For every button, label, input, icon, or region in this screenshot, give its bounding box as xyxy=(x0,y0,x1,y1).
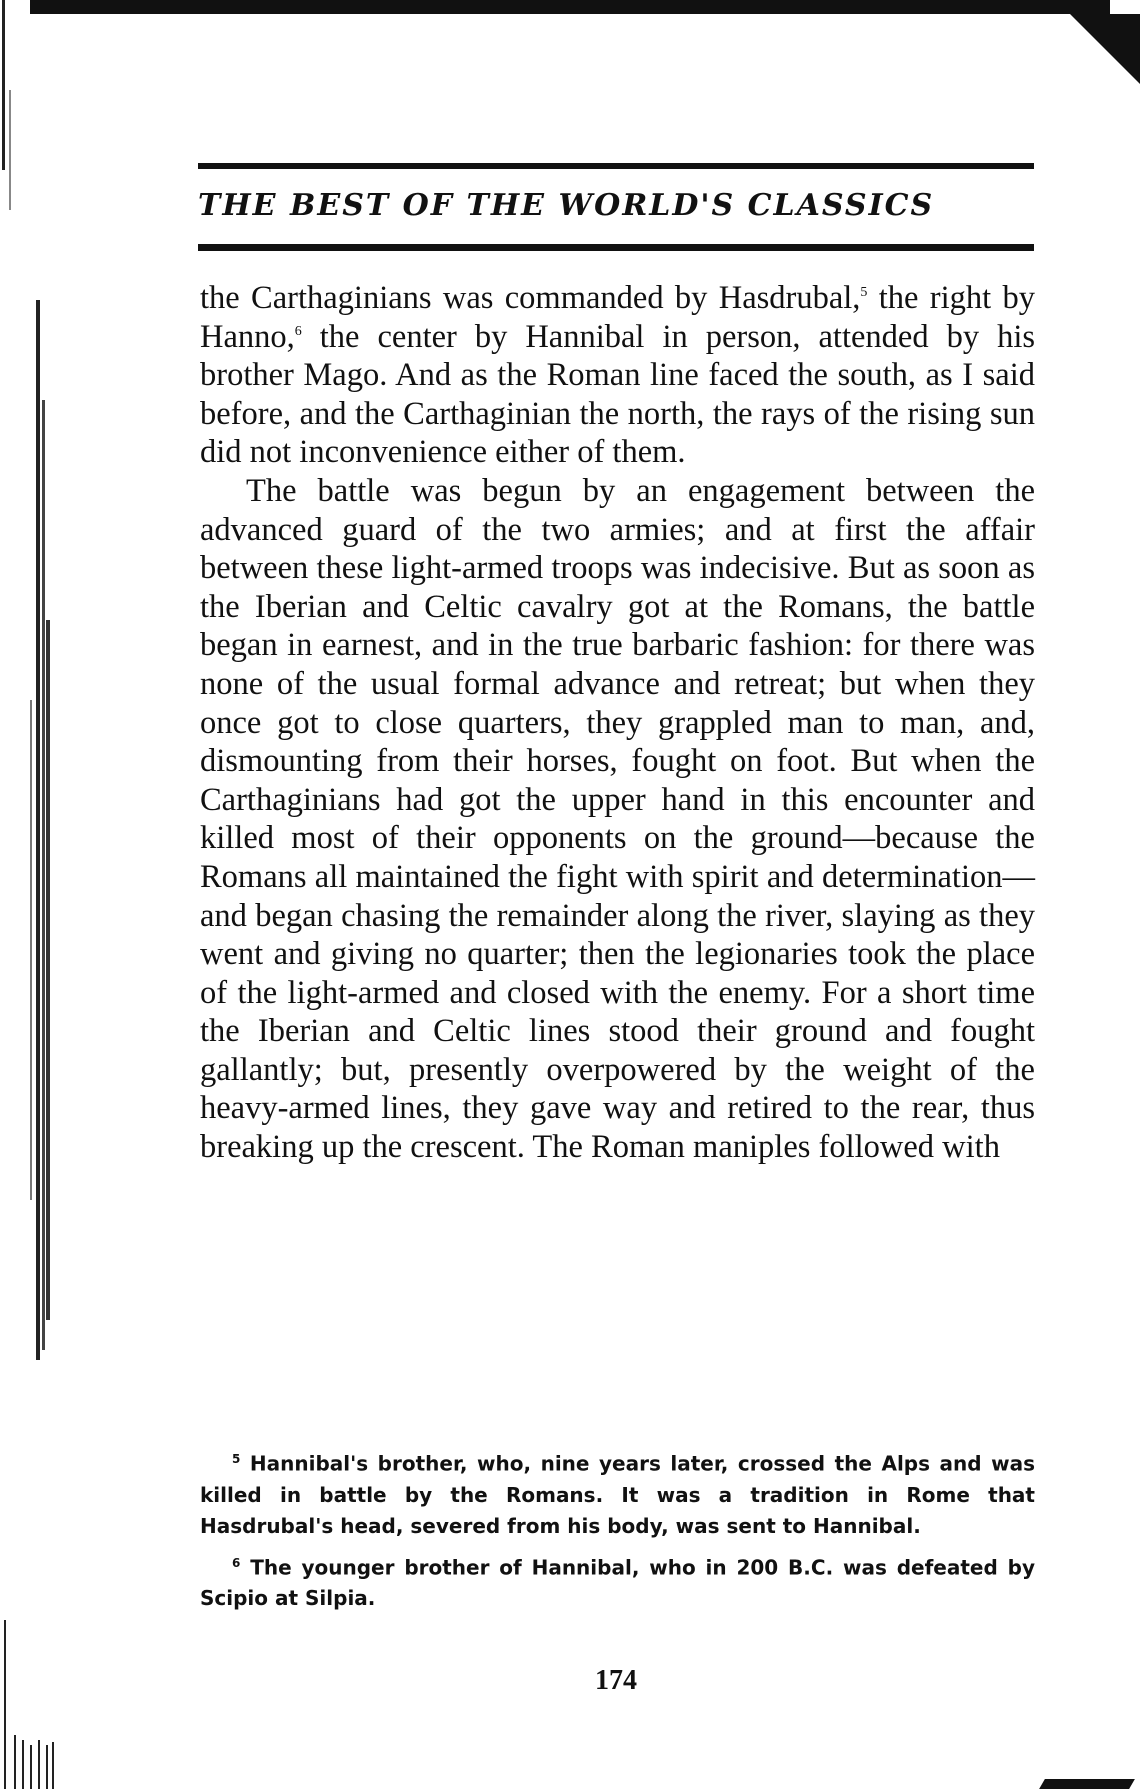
footnotes xyxy=(200,1444,1035,1620)
page-number: 174 xyxy=(595,1665,637,1696)
page-edge-binding xyxy=(0,0,58,1789)
header-rule-bottom xyxy=(198,244,1034,251)
paragraph: The battle was begun by an engagement between the advanced guard of the two armies; and at first the affair between these light-armed troops was indecisive. But as soon as the Iberian and Celtic cavalry got at the Romans, the battle began in earnest, and in the true barbaric fashion: for there was none of the usual formal advance and retreat; but when they once got to close quarters, they grappled man to man, and, dismounting from their horses, fought on foot. But when the Carthaginians had got the upper hand in this encounter and killed most of their opponents on the ground—because the Romans all maintained the fight with spirit and determination—and began chasing the remainder along the river, slaying as they went and giving no quarter; then the legionaries took the place of the light-armed and closed with the enemy. For a short time the Iberian and Celtic lines stood their ground and fought gallantly; but, presently overpowered by the weight of the heavy-armed lines, they gave way and retired to the rear, thus breaking up the crescent. The Roman maniples followed with xyxy=(200,472,1035,1166)
footnote: $^5$ Hannibal's brother, who, nine years later, crossed the Alps and was killed in battle by the Romans. It was a tradition in Rome that Hasdrubal's head, severed from his body, was sent to Hannibal. xyxy=(200,1451,1035,1538)
footnote: $^6$ The younger brother of Hannibal, who in 200 B.C. was defeated by Scipio at Silpia. xyxy=(200,1555,1035,1611)
top-scan-rule xyxy=(30,0,1110,14)
footnote-marker: 6 xyxy=(232,1555,241,1570)
footnote-marker: 5 xyxy=(232,1452,241,1466)
body-text xyxy=(200,279,1035,1167)
running-head: THE BEST OF THE WORLD'S CLASSICS xyxy=(198,188,935,223)
paragraph: the Carthaginians was commanded by Hasdrubal,$^5$ the right by Hanno,$^6$ the center by Hannibal in person, attended by his brother Mago. And as the Roman line faced the south, as I said before, and the Carthaginian the north, the rays of the rising sun did not inconvenience either of them. xyxy=(200,280,1035,471)
footnote-ref: 6 xyxy=(294,323,302,339)
header-rule-top xyxy=(198,163,1034,169)
corner-scan-mark xyxy=(1070,14,1140,84)
bottom-scan-mark xyxy=(1039,1779,1135,1789)
footnote-ref: 5 xyxy=(860,285,868,301)
